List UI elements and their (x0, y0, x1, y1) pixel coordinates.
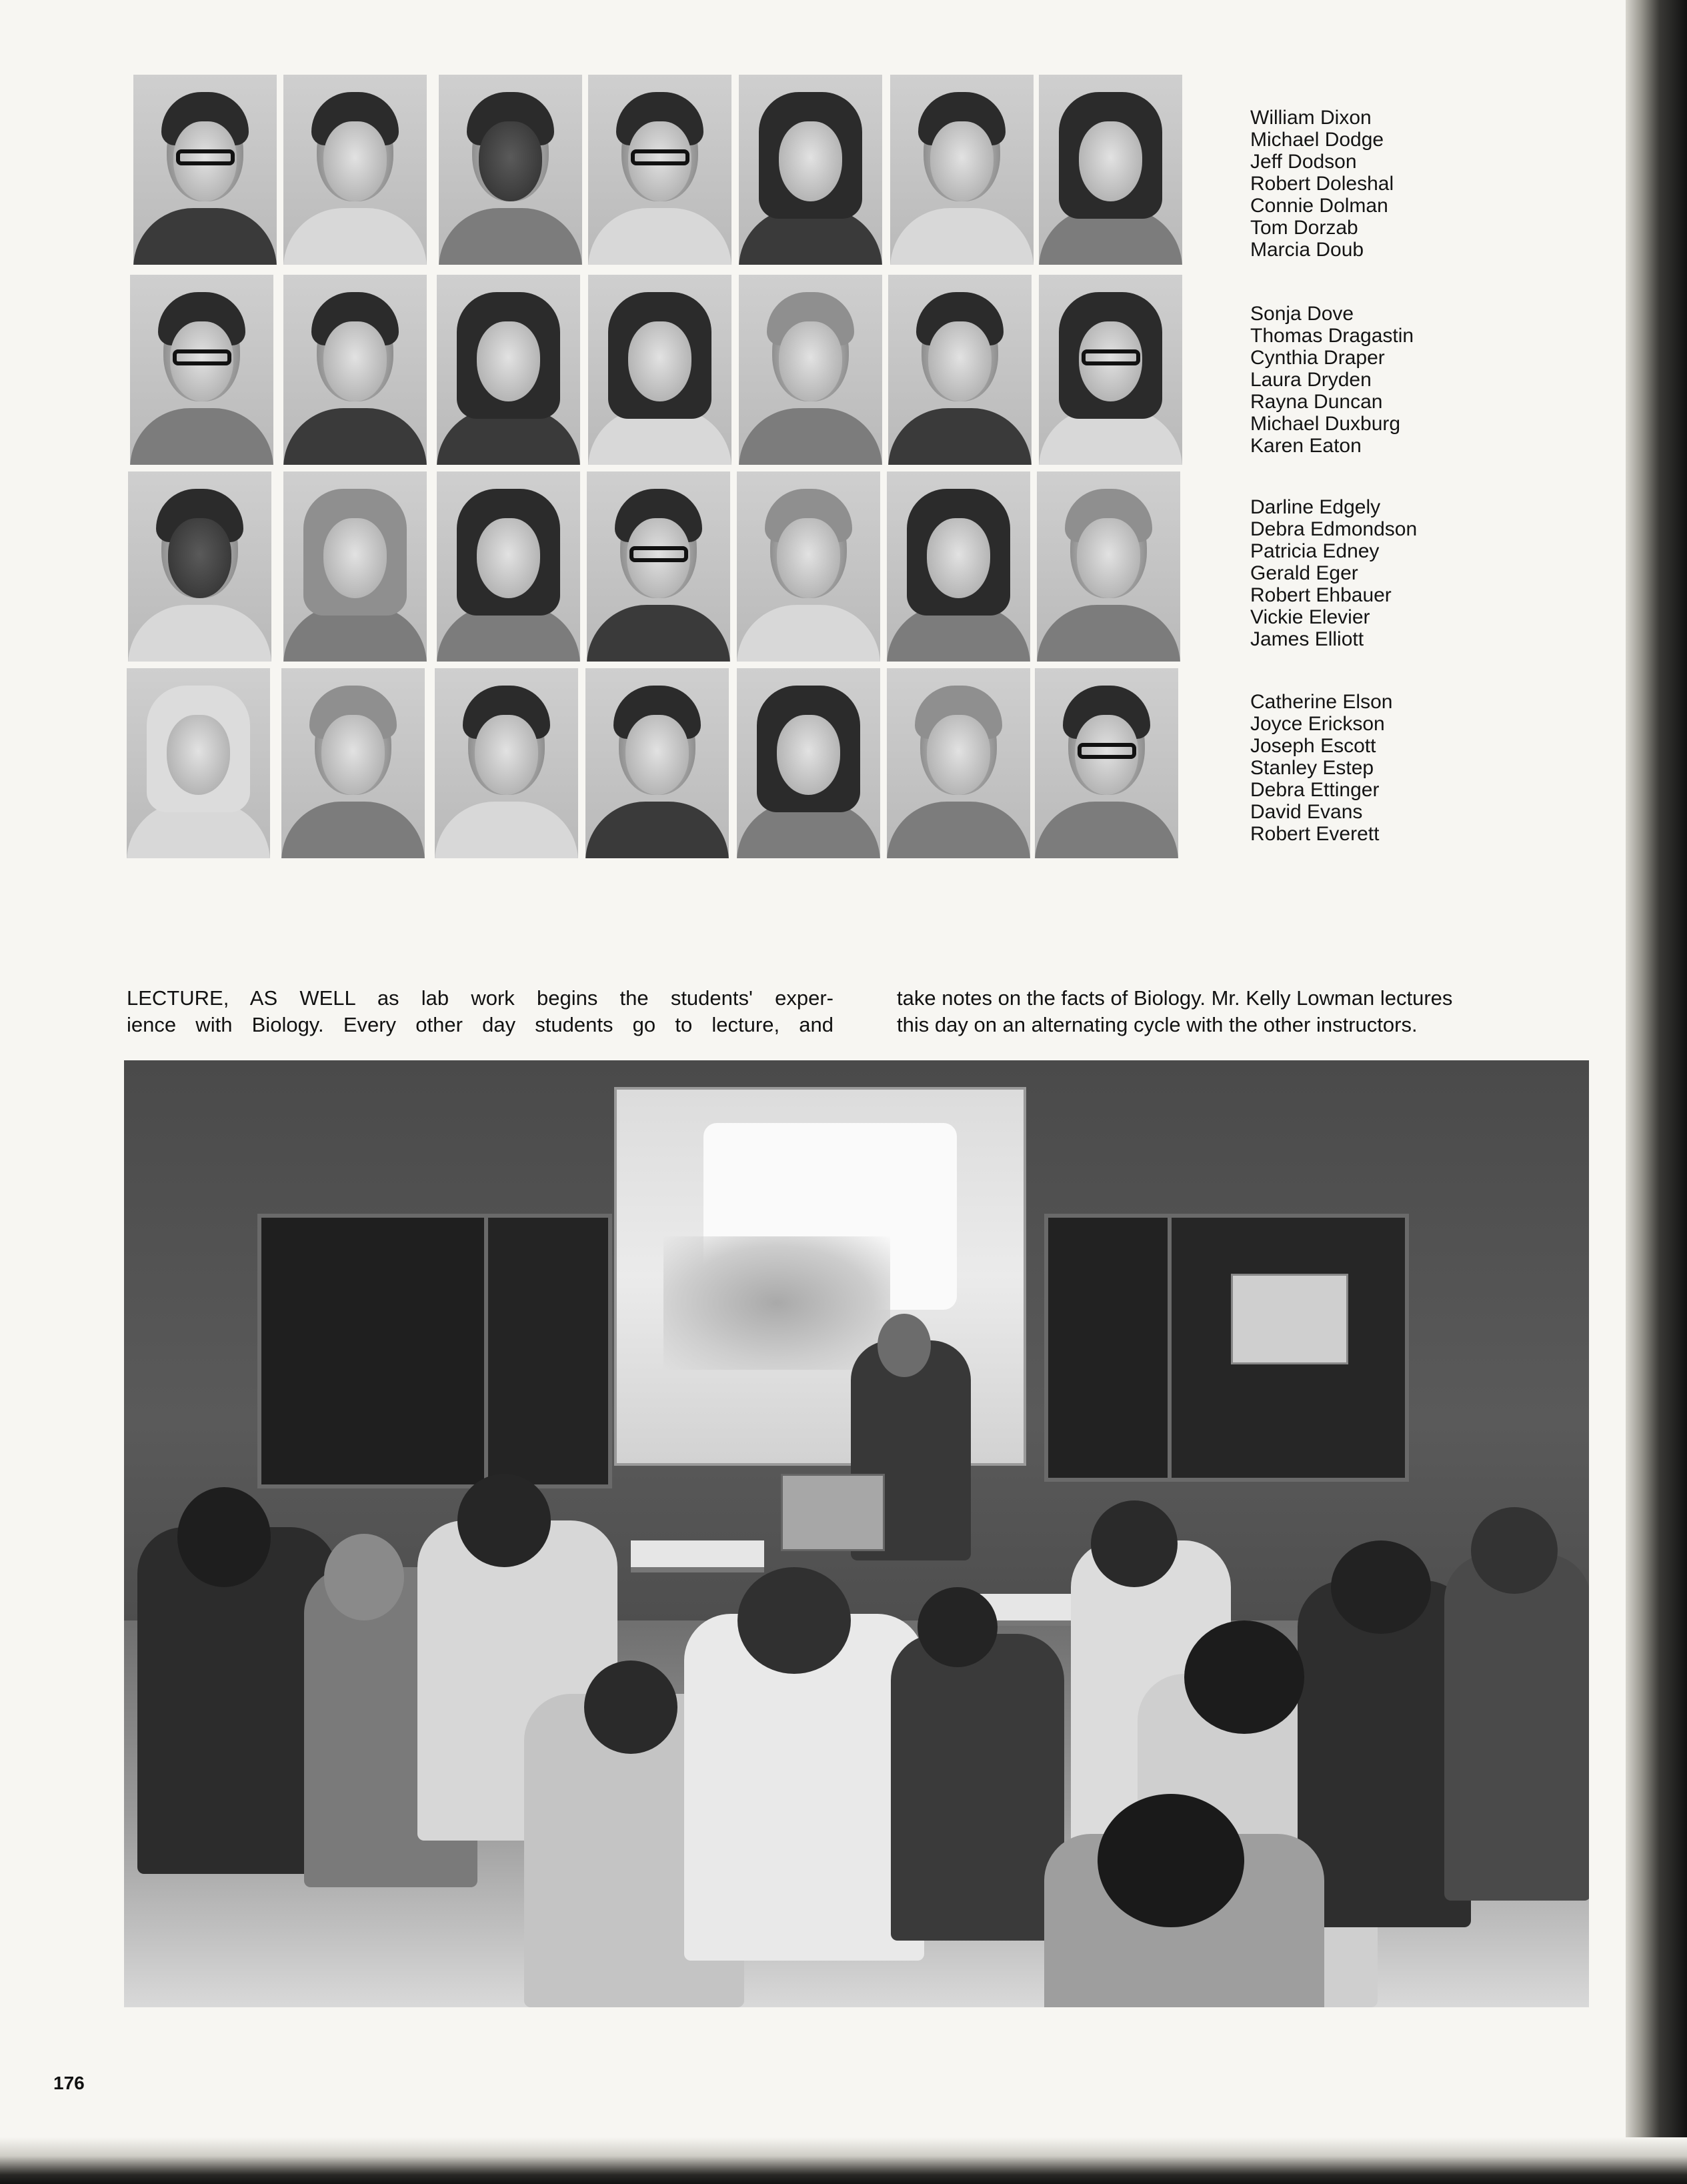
student-name: Debra Ettinger (1250, 779, 1380, 801)
student-name: Marcia Doub (1250, 239, 1364, 261)
student-name: Robert Everett (1250, 823, 1380, 845)
student-name: Catherine Elson (1250, 691, 1393, 713)
portrait-photo (739, 75, 882, 265)
portrait-photo (127, 668, 270, 858)
projector (781, 1474, 885, 1551)
page-binding-edge (1626, 0, 1687, 2184)
student-name: Rayna Duncan (1250, 391, 1383, 413)
name-list-row-4 (1250, 691, 1477, 845)
portrait-photo (283, 275, 427, 465)
student-name: Jeff Dodson (1250, 151, 1357, 173)
portrait-photo (281, 668, 425, 858)
portrait-photo (890, 75, 1034, 265)
portrait-photo (737, 471, 880, 662)
student-name: Robert Ehbauer (1250, 584, 1392, 606)
caption-line: this day on an alternating cycle with the other instructors. (897, 1013, 1418, 1036)
portrait-photo (1039, 275, 1182, 465)
student-name: Cynthia Draper (1250, 347, 1385, 369)
student-name: Patricia Edney (1250, 540, 1380, 562)
name-list-row-3 (1250, 496, 1477, 650)
student-name: Robert Doleshal (1250, 173, 1394, 195)
portrait-photo (739, 275, 882, 465)
portrait-photo (283, 471, 427, 662)
portrait-photo (887, 471, 1030, 662)
portrait-photo (887, 668, 1030, 858)
caption-line: LECTURE, AS WELL as lab work begins the students' exper- (127, 986, 833, 1010)
student-name: Tom Dorzab (1250, 217, 1358, 239)
student-name: Joseph Escott (1250, 735, 1376, 757)
portrait-photo (1035, 668, 1178, 858)
portrait-photo (435, 668, 578, 858)
caption-line: ience with Biology. Every other day students go to lecture, and (127, 1013, 833, 1036)
portrait-photo (737, 668, 880, 858)
portrait-photo (437, 275, 580, 465)
caption-line: take notes on the facts of Biology. Mr. Kelly Lowman lectures (897, 986, 1453, 1010)
student-name: Michael Dodge (1250, 129, 1384, 151)
student-name: Debra Edmondson (1250, 518, 1418, 540)
portrait-row-3 (133, 471, 1184, 662)
student-name: David Evans (1250, 801, 1363, 823)
student-name: Laura Dryden (1250, 369, 1372, 391)
student-name: Michael Duxburg (1250, 413, 1401, 435)
name-list-row-1 (1250, 107, 1477, 261)
student-name: Sonja Dove (1250, 303, 1354, 325)
portrait-photo (128, 471, 271, 662)
portrait-photo (1037, 471, 1180, 662)
photo-caption-left (127, 985, 833, 1038)
student-name: Stanley Estep (1250, 757, 1374, 779)
portrait-photo (437, 471, 580, 662)
portrait-photo (587, 471, 730, 662)
portrait-photo (585, 668, 729, 858)
classroom-lecture-photo (124, 1060, 1589, 2007)
portrait-grid (133, 75, 1184, 860)
portrait-photo (283, 75, 427, 265)
student-name: Connie Dolman (1250, 195, 1388, 217)
portrait-photo (588, 75, 731, 265)
portrait-photo (1039, 75, 1182, 265)
student-name: James Elliott (1250, 628, 1364, 650)
student-name: Joyce Erickson (1250, 713, 1385, 735)
portrait-row-1 (133, 75, 1184, 265)
portrait-row-2 (133, 275, 1184, 465)
student-name: Thomas Dragastin (1250, 325, 1414, 347)
page-bottom-edge (0, 2137, 1687, 2184)
student-name: William Dixon (1250, 107, 1372, 129)
portrait-photo (133, 75, 277, 265)
portrait-row-4 (133, 668, 1184, 858)
page-number: 176 (53, 2073, 85, 2093)
name-list-row-2 (1250, 303, 1477, 457)
photo-caption-right (897, 985, 1617, 1038)
portrait-photo (588, 275, 731, 465)
student-name: Vickie Elevier (1250, 606, 1370, 628)
student-name: Darline Edgely (1250, 496, 1381, 518)
student-name: Gerald Eger (1250, 562, 1358, 584)
portrait-photo (130, 275, 273, 465)
portrait-photo (888, 275, 1032, 465)
portrait-photo (439, 75, 582, 265)
student-name: Karen Eaton (1250, 435, 1362, 457)
